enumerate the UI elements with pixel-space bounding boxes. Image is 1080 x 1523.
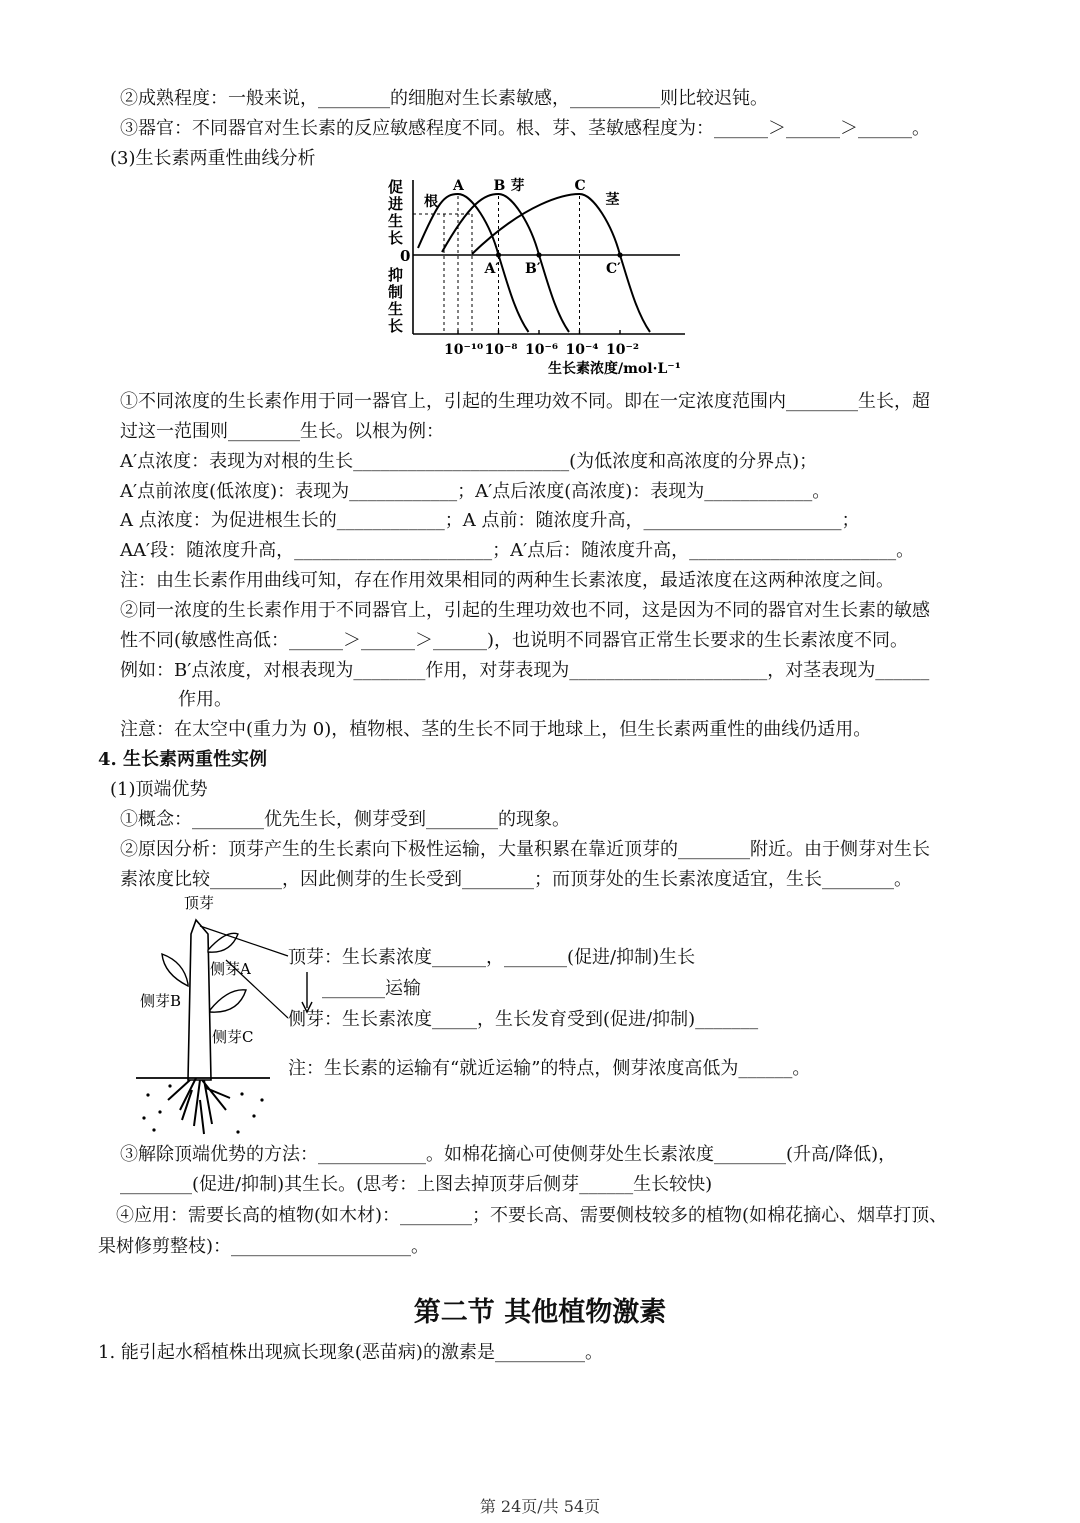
series-name-label: 芽 bbox=[510, 178, 525, 194]
question-1: 1. 能引起水稻植株出现疯长现象(恶苗病)的激素是__________。 bbox=[98, 1342, 603, 1363]
text-line: A 点浓度：为促进根生长的____________；A 点前：随浓度升高，______________________； bbox=[120, 510, 860, 531]
text-line: ②同一浓度的生长素作用于不同器官上，引起的生理功效也不同，这是因为不同的器官对生长素的敏感 bbox=[120, 600, 930, 621]
text-line: 作用。 bbox=[178, 689, 232, 710]
text-line: A′点前浓度(低浓度)：表现为____________；A′点后浓度(高浓度)：表现为____________。 bbox=[120, 481, 831, 502]
peak-label: C bbox=[574, 178, 586, 194]
peak-label: A bbox=[453, 178, 464, 194]
text-line: 注意：在太空中(重力为 0)，植物根、茎的生长不同于地球上，但生长素两重性的曲线仍适用。 bbox=[120, 719, 872, 740]
x-tick-label: 10⁻² bbox=[606, 342, 640, 358]
text-line: ④应用：需要长高的植物(如木材)：________；不要长高、需要侧枝较多的植物(如棉花摘心、烟草打顶、 bbox=[116, 1205, 948, 1226]
text-line: ②成熟程度：一般来说，________的细胞对生长素敏感，__________则比较迟钝。 bbox=[120, 88, 768, 109]
text-line: (1)顶端优势 bbox=[110, 779, 208, 800]
y-label-promote-2: 进 bbox=[388, 195, 404, 213]
section-title: 第二节 其他植物激素 bbox=[413, 1297, 667, 1328]
leaf-a bbox=[208, 933, 238, 952]
text-line: 性不同(敏感性高低：______＞______＞______)，也说明不同器官正常生长要求的生长素浓度不同。 bbox=[120, 630, 909, 651]
leaf-c bbox=[210, 990, 246, 1012]
x-tick-label: 10⁻¹⁰ bbox=[444, 342, 484, 358]
text-line: ①概念：________优先生长，侧芽受到________的现象。 bbox=[120, 809, 570, 830]
transport-note: _______运输 bbox=[322, 978, 421, 999]
x-tick-label: 10⁻⁸ bbox=[484, 342, 518, 358]
y-label-promote-3: 生 bbox=[388, 212, 404, 230]
y-label-inhibit-2: 制 bbox=[388, 283, 404, 301]
text-line: 注：由生长素作用曲线可知，存在作用效果相同的两种生长素浓度，最适浓度在这两种浓度之间。 bbox=[120, 570, 894, 591]
series-name-label: 茎 bbox=[605, 192, 620, 208]
apical-dominance-diagram bbox=[130, 890, 290, 1145]
text-line: A′点浓度：表现为对根的生长________________________(为低浓度和高浓度的分界点)； bbox=[120, 451, 818, 472]
text-line: AA′段：随浓度升高，______________________；A′点后：随浓度升高，_______________________。 bbox=[120, 540, 915, 561]
zero-point-label: C′ bbox=[606, 261, 621, 277]
zero-point bbox=[536, 252, 541, 257]
bud-b-label: 侧芽B bbox=[140, 992, 182, 1010]
text-line: ③解除顶端优势的方法：____________。如棉花摘心可使侧芽处生长素浓度________(升高/降低)， bbox=[120, 1144, 897, 1165]
text-line: 果树修剪整枝)：____________________。 bbox=[98, 1236, 430, 1257]
text-line: 例如：B′点浓度，对根表现为________作用，对芽表现为______________________，对茎表现为______ bbox=[120, 660, 930, 681]
zero-point-label: A′ bbox=[484, 261, 500, 277]
bud-a-label: 侧芽A bbox=[210, 960, 251, 978]
zero-point-label: B′ bbox=[525, 261, 541, 277]
x-tick-label: 10⁻⁴ bbox=[565, 342, 599, 358]
section-heading: 4. 生长素两重性实例 bbox=[98, 749, 268, 770]
series-name-label: 根 bbox=[424, 194, 438, 210]
text-line: 素浓度比较________，因此侧芽的生长受到________；而顶芽处的生长素浓度适宜，生长________。 bbox=[120, 869, 912, 890]
peak-label: B bbox=[493, 178, 506, 194]
text-line: (3)生长素两重性曲线分析 bbox=[110, 148, 316, 169]
x-axis-label: 生长素浓度/mol·L⁻¹ bbox=[548, 361, 681, 377]
page-footer: 第 24页/共 54页 bbox=[479, 1497, 601, 1516]
y-label-zero: 0 bbox=[400, 247, 411, 265]
roots bbox=[168, 1078, 230, 1134]
series-curve-芽 bbox=[442, 194, 569, 332]
text-line: ①不同浓度的生长素作用于同一器官上，引起的生理功效不同。即在一定浓度范围内________生长，超 bbox=[120, 391, 930, 412]
text-line: ②原因分析：顶芽产生的生长素向下极性运输，大量积累在靠近顶芽的________附近。由于侧芽对生长 bbox=[120, 839, 930, 860]
bud-c-label: 侧芽C bbox=[212, 1028, 254, 1046]
y-label-promote-4: 长 bbox=[388, 229, 404, 247]
text-line: 过这一范围则________生长。以根为例： bbox=[120, 421, 444, 442]
top-bud-note: 顶芽：生长素浓度______，_______(促进/抑制)生长 bbox=[288, 947, 696, 968]
pointer-side bbox=[226, 960, 288, 1018]
zero-point bbox=[617, 252, 622, 257]
y-label-inhibit-4: 长 bbox=[388, 317, 404, 335]
transport-remark: 注：生长素的运输有“就近运输”的特点，侧芽浓度高低为______。 bbox=[288, 1058, 811, 1079]
series-curve-根 bbox=[418, 194, 529, 332]
side-bud-note: 侧芽：生长素浓度_____，生长发育受到(促进/抑制)_______ bbox=[288, 1009, 759, 1030]
text-line: ③器官：不同器官对生长素的反应敏感程度不同。根、芽、茎敏感程度为：______＞______＞______。 bbox=[120, 118, 930, 139]
text-line: ________(促进/抑制)其生长。(思考：上图去掉顶芽后侧芽______生长较快) bbox=[120, 1174, 713, 1195]
y-label-promote-1: 促 bbox=[388, 178, 404, 196]
y-label-inhibit-1: 抑 bbox=[388, 266, 404, 284]
auxin-dual-effect-chart bbox=[380, 172, 700, 382]
y-label-inhibit-3: 生 bbox=[388, 300, 404, 318]
zero-point bbox=[496, 252, 501, 257]
top-bud-label: 顶芽 bbox=[184, 894, 215, 912]
leaf-b bbox=[162, 954, 188, 986]
x-tick-label: 10⁻⁶ bbox=[525, 342, 559, 358]
stem bbox=[188, 920, 211, 1080]
